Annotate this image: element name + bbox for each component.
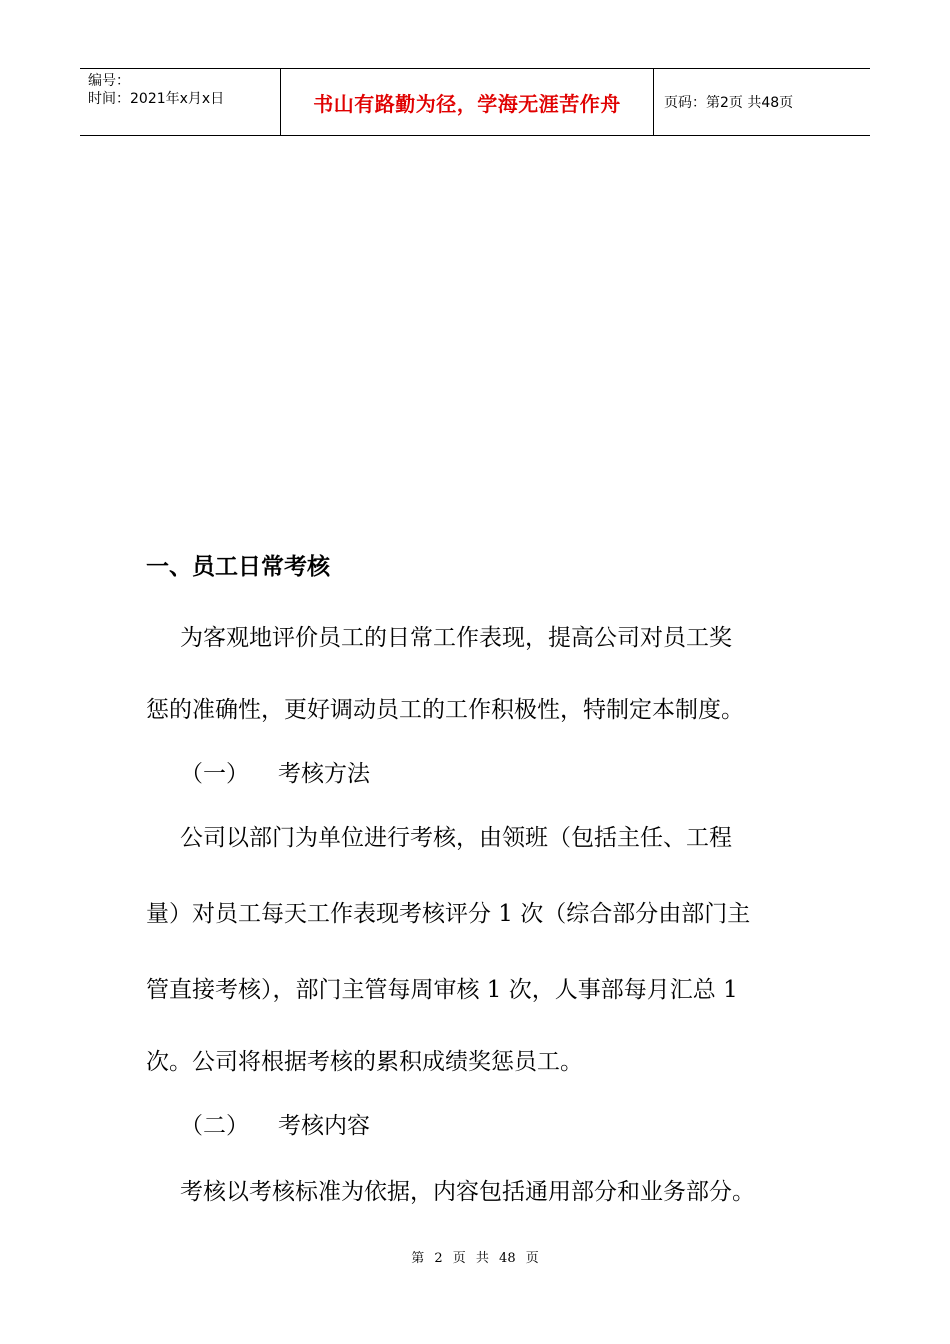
paragraph-line: 考核以考核标准为依据，内容包括通用部分和业务部分。 bbox=[180, 1179, 755, 1205]
number-label: 编号： bbox=[88, 73, 130, 89]
header-meta-cell bbox=[80, 69, 281, 135]
motto-text: 书山有路勤为径，学海无涯苦作舟 bbox=[313, 91, 621, 116]
page-info: 页码：第2页 共48页 bbox=[664, 95, 794, 111]
paragraph-line: 管直接考核），部门主管每周审核 1 次，人事部每月汇总 1 bbox=[146, 977, 738, 1003]
subheading-number: （一） bbox=[180, 761, 249, 787]
header-motto-cell bbox=[281, 69, 654, 135]
subheading-title: 考核方法 bbox=[278, 761, 370, 787]
paragraph-line: 公司以部门为单位进行考核，由领班（包括主任、工程 bbox=[180, 825, 732, 851]
page-footer: 第 2 页 共 48 页 bbox=[411, 1251, 539, 1266]
paragraph-line: 量）对员工每天工作表现考核评分 1 次（综合部分由部门主 bbox=[146, 901, 751, 927]
paragraph-line: 为客观地评价员工的日常工作表现，提高公司对员工奖 bbox=[180, 625, 732, 651]
subheading-title: 考核内容 bbox=[278, 1113, 370, 1139]
paragraph-line: 惩的准确性，更好调动员工的工作积极性，特制定本制度。 bbox=[146, 697, 744, 723]
header-page-cell bbox=[654, 69, 870, 135]
subheading-content bbox=[180, 1112, 370, 1140]
page-header bbox=[80, 68, 870, 136]
time-label: 时间：2021年x月x日 bbox=[88, 91, 225, 107]
subheading-method bbox=[180, 760, 370, 788]
paragraph-line: 次。公司将根据考核的累积成绩奖惩员工。 bbox=[146, 1049, 583, 1075]
subheading-number: （二） bbox=[180, 1113, 249, 1139]
section-heading: 一、员工日常考核 bbox=[146, 554, 330, 580]
